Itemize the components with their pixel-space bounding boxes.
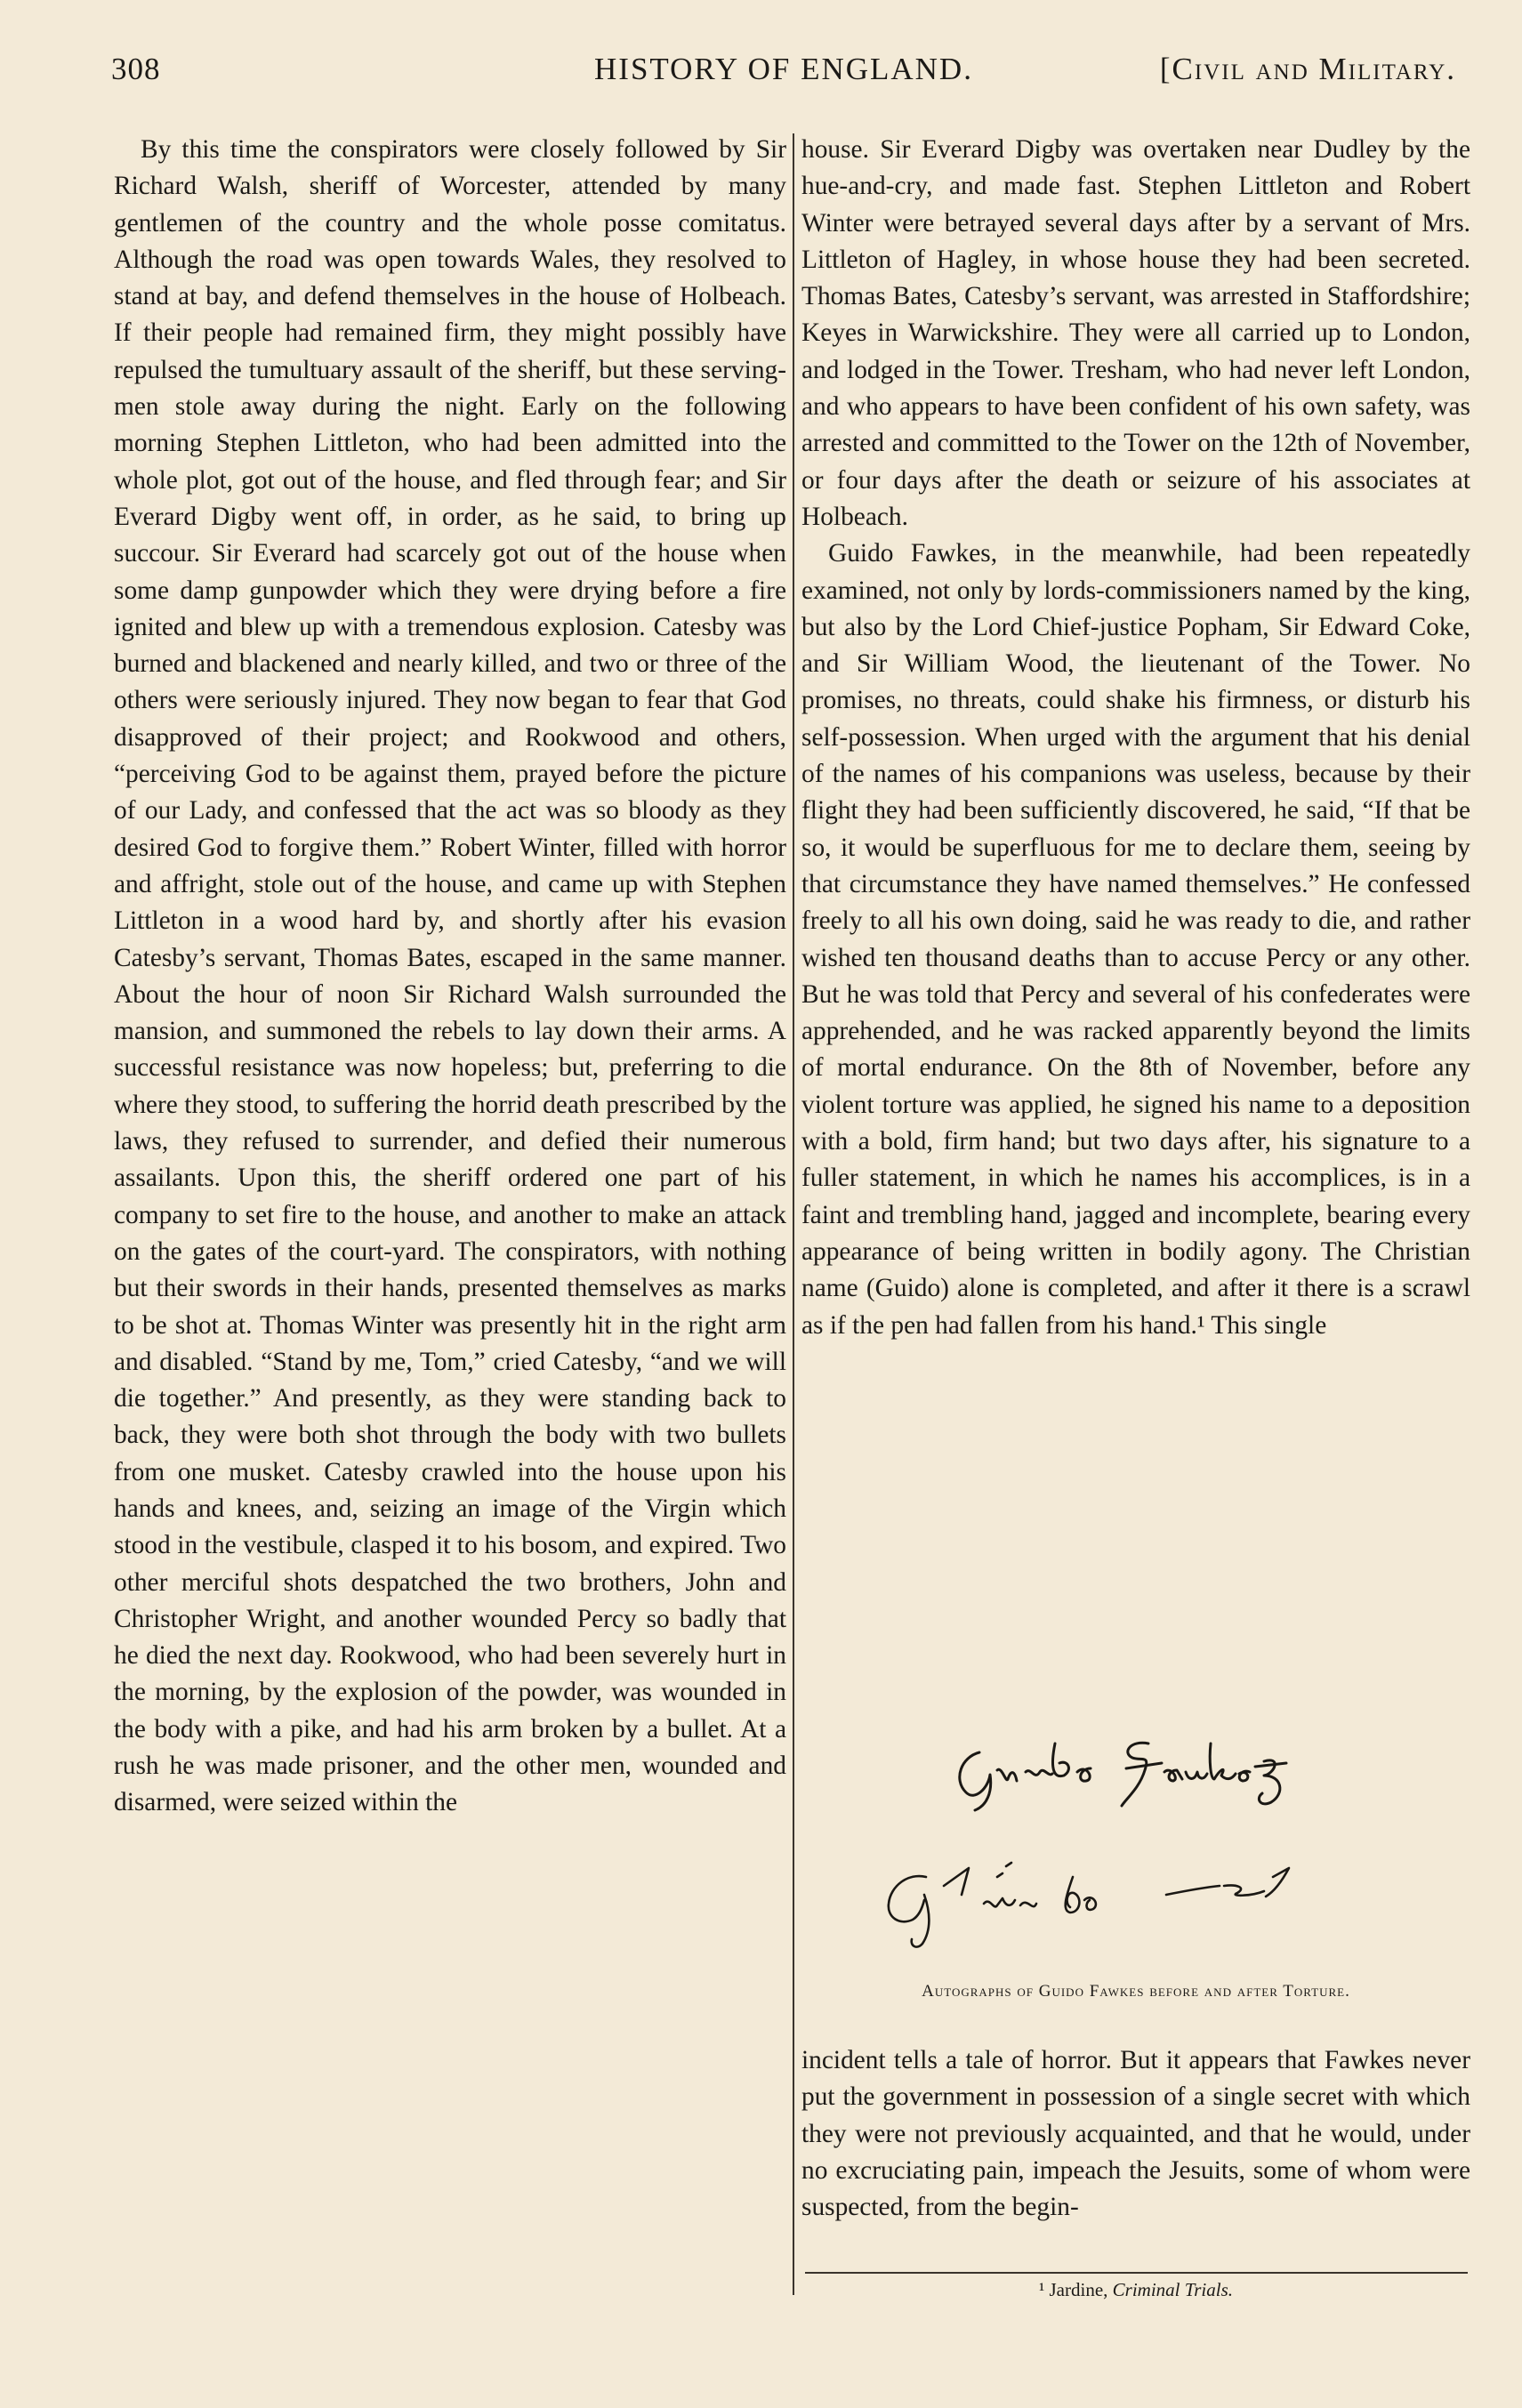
footnote-rule: [805, 2272, 1468, 2274]
right-column: [801, 132, 1470, 1344]
footnote-title: Criminal Trials.: [1112, 2279, 1234, 2300]
signature-after-torture: [864, 1841, 1415, 1957]
footnote: [801, 2279, 1470, 2301]
paragraph: house. Sir Everard Digby was overtaken near Dudley by the hue-and-cry, and made fast. Stephen Littleton and Robert Winter were betrayed several days after by a servant of Mrs. Littleton of Hagley, in whose house they had been secreted. Thomas Bates, Catesby’s servant, was arrested in Staffordshire; Keyes in Warwickshire. They were all carried up to London, and lodged in the Tower. Tresham, who had never left London, and who appears to have been confident of his own safety, was arrested and committed to the Tower on the 12th of November, or four days after the death or seizure of his associates at Holbeach.: [801, 135, 1470, 531]
right-column-continued: [801, 2042, 1470, 2226]
signature-before-torture: [944, 1717, 1344, 1815]
footnote-marker: ¹ Jardine,: [1038, 2279, 1113, 2300]
running-header: [111, 52, 1456, 96]
figure-caption: Autographs of Guido Fawkes before and after Torture.: [922, 1982, 1350, 2001]
page-number: 308: [111, 52, 161, 86]
paragraph: incident tells a tale of horror. But it appears that Fawkes never put the government in possession of a single secret with which they were not previously acquainted, and that he would, under no excruciating pain, impeach the Jesuits, some of whom were suspected, from the begin-: [801, 2046, 1470, 2222]
paragraph: By this time the conspirators were closely followed by Sir Richard Walsh, sheriff of Worcester, attended by many gentlemen of the country and the whole posse comitatus. Although the road was open towards Wales, they resolved to stand at bay, and defend themselves in the house of Holbeach. If their people had remained firm, they might possibly have repulsed the tumultuary assault of the sheriff, but these serving-men stole away during the night. Early on the following morning Stephen Littleton, who had been admitted into the whole plot, got out of the house, and fled through fear; and Sir Everard Digby went off, in order, as he said, to bring up succour. Sir Everard had scarcely got out of the house when some damp gunpowder which they were drying before a fire ignited and blew up with a tremendous explosion. Catesby was burned and blackened and nearly killed, and two or three of the others were seriously injured. They now began to fear that God disapproved of their project; and Rookwood and others, “perceiving God to be against them, prayed before the picture of our Lady, and confessed that the act was so bloody as they desired God to forgive them.” Robert Winter, filled with horror and affright, stole out of the house, and came up with Stephen Littleton in a wood hard by, and shortly after his evasion Catesby’s servant, Thomas Bates, escaped in the same manner. About the hour of noon Sir Richard Walsh surrounded the mansion, and summoned the rebels to lay down their arms. A successful resistance was now hopeless; but, preferring to die where they stood, to suffering the horrid death prescribed by the laws, they refused to surrender, and defied their numerous assailants. Upon this, the sheriff ordered one part of his company to set fire to the house, and another to make an attack on the gates of the court-yard. The conspirators, with nothing but their swords in their hands, presented themselves as marks to be shot at. Thomas Winter was presently hit in the right arm and disabled. “Stand by me, Tom,” cried Catesby, “and we will die together.” And presently, as they were standing back to back, they were both shot through the body with two bullets from one musket. Catesby crawled into the house upon his hands and knees, and, seizing an image of the Virgin which stood in the vestibule, clasped it to his bosom, and expired. Two other merciful shots despatched the two brothers, John and Christopher Wright, and another wounded Percy so badly that he died the next day. Rookwood, who had been severely hurt in the morning, by the explosion of the powder, was wounded in the body with a pike, and had his arm broken by a bullet. At a rush he was made prisoner, and the other men, wounded and disarmed, were seized within the: [114, 135, 786, 1817]
column-divider: [793, 133, 794, 2295]
autographs-figure: [801, 1690, 1470, 2019]
running-title: HISTORY OF ENGLAND.: [594, 52, 973, 86]
section-tag: [Civil and Military.: [1159, 52, 1456, 86]
paragraph: Guido Fawkes, in the meanwhile, had been repeatedly examined, not only by lords-commissioners named by the king, but also by the Lord Chief-justice Popham, Sir Edward Coke, and Sir William Wood, the lieutenant of the Tower. No promises, no threats, could shake his firmness, or disturb his self-possession. When urged with the argument that his denial of the names of his companions was useless, because by their flight they had been sufficiently discovered, he said, “If that be so, it would be superfluous for me to declare them, seeing by that circumstance they have named themselves.” He confessed freely to all his own doing, said he was ready to die, and rather wished ten thousand deaths than to accuse Percy or any other. But he was told that Percy and several of his confederates were apprehended, and he was racked apparently beyond the limits of mortal endurance. On the 8th of November, before any violent torture was applied, he signed his name to a deposition with a bold, firm hand; but two days after, his signature to a fuller statement, in which he names his accomplices, is in a faint and trembling hand, jagged and incomplete, bearing every appearance of being written in bodily agony. The Christian name (Guido) alone is completed, and after it there is a scrawl as if the pen had fallen from his hand.¹ This single: [801, 539, 1470, 1340]
left-column: [114, 132, 786, 1822]
